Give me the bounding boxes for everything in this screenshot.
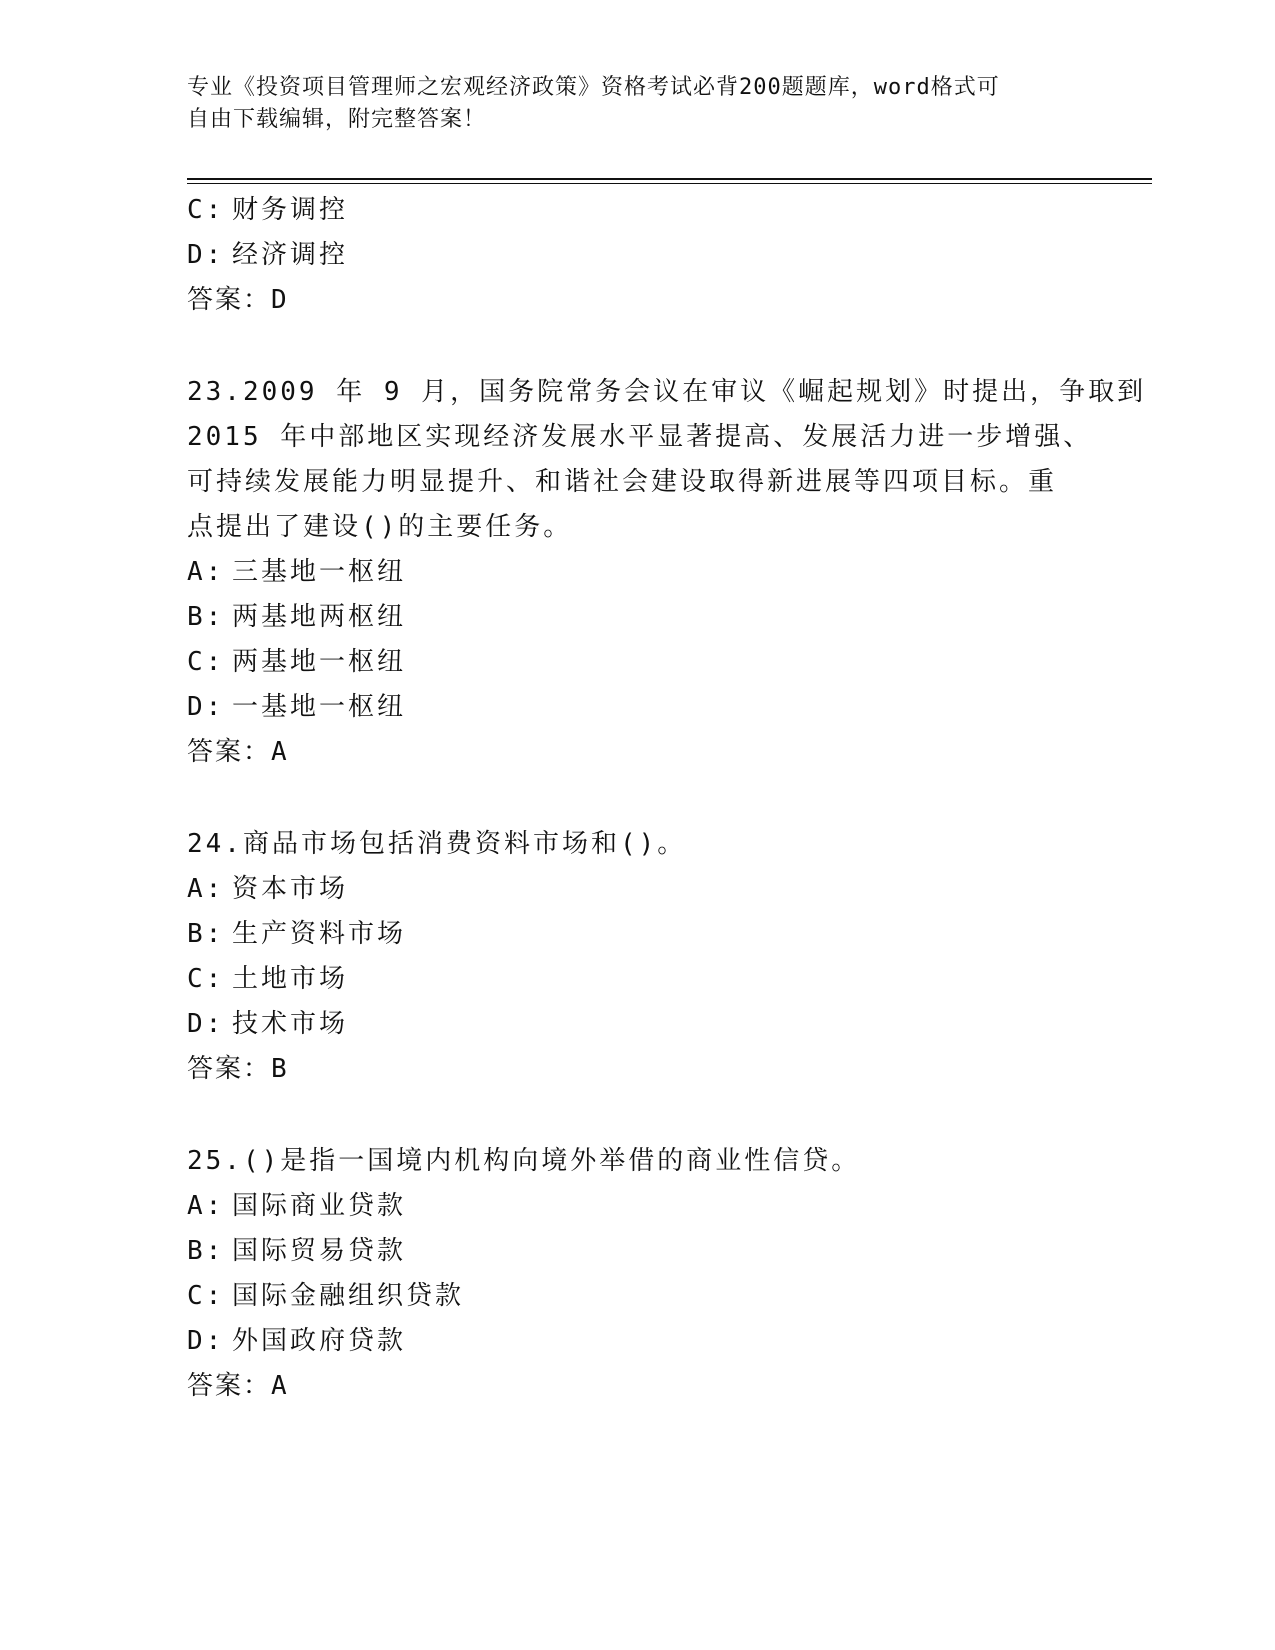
option-text: 资本市场 [232, 874, 349, 904]
option-a [187, 550, 1087, 595]
option-letter: C: [187, 647, 225, 677]
answer-line: 答案：D [187, 285, 289, 315]
option-b [187, 1229, 1087, 1274]
answer-line: 答案：A [187, 737, 289, 767]
question-text-line: 点提出了建设()的主要任务。 [187, 512, 573, 542]
option-letter: D: [187, 1326, 225, 1356]
option-text: 一基地一枢纽 [232, 692, 407, 722]
option-text: 国际金融组织贷款 [232, 1281, 465, 1311]
option-text: 三基地一枢纽 [232, 557, 407, 587]
question-text-line: 24.商品市场包括消费资料市场和()。 [187, 829, 687, 859]
option-c [187, 640, 1087, 685]
option-d [187, 1319, 1087, 1364]
option-text: 财务调控 [232, 195, 349, 225]
answer-line: 答案：B [187, 1054, 289, 1084]
option-a [187, 1184, 1087, 1229]
option-c [187, 957, 1087, 1002]
option-text: 两基地一枢纽 [232, 647, 407, 677]
continued-question [187, 188, 1087, 323]
option-letter: D: [187, 692, 225, 722]
option-letter: C: [187, 964, 225, 994]
document-header [187, 72, 1067, 136]
option-text: 两基地两枢纽 [232, 602, 407, 632]
option-a [187, 867, 1087, 912]
answer-line: 答案：A [187, 1371, 289, 1401]
option-letter: A: [187, 1191, 225, 1221]
option-letter: C: [187, 1281, 225, 1311]
option-letter: B: [187, 919, 225, 949]
option-text: 经济调控 [232, 240, 349, 270]
option-letter: A: [187, 874, 225, 904]
option-d [187, 685, 1087, 730]
option-b [187, 912, 1087, 957]
option-c [187, 188, 1087, 233]
option-b [187, 595, 1087, 640]
option-text: 技术市场 [232, 1009, 349, 1039]
question-text-line: 可持续发展能力明显提升、和谐社会建设取得新进展等四项目标。重 [187, 467, 1058, 497]
option-d [187, 1002, 1087, 1047]
question-25 [187, 1139, 1087, 1409]
question-text-line: 23.2009 年 9 月，国务院常务会议在审议《崛起规划》时提出，争取到 [187, 377, 1147, 407]
option-text: 外国政府贷款 [232, 1326, 407, 1356]
option-d [187, 233, 1087, 278]
document-body [187, 188, 1147, 1409]
header-rule-thin [187, 183, 1152, 184]
option-letter: D: [187, 240, 225, 270]
option-letter: A: [187, 557, 225, 587]
option-letter: D: [187, 1009, 225, 1039]
option-text: 土地市场 [232, 964, 349, 994]
option-text: 生产资料市场 [232, 919, 407, 949]
option-text: 国际贸易贷款 [232, 1236, 407, 1266]
option-letter: B: [187, 602, 225, 632]
header-line-2: 自由下载编辑，附完整答案！ [187, 107, 487, 132]
question-24 [187, 822, 1087, 1092]
header-rule-thick [187, 178, 1152, 180]
header-line-1: 专业《投资项目管理师之宏观经济政策》资格考试必背200题题库，word格式可 [187, 75, 1000, 100]
question-23 [187, 370, 1147, 775]
question-text-line: 25.()是指一国境内机构向境外举借的商业性信贷。 [187, 1146, 861, 1176]
option-c [187, 1274, 1087, 1319]
question-text-line: 2015 年中部地区实现经济发展水平显著提高、发展活力进一步增强、 [187, 422, 1093, 452]
option-text: 国际商业贷款 [232, 1191, 407, 1221]
option-letter: C: [187, 195, 225, 225]
option-letter: B: [187, 1236, 225, 1266]
